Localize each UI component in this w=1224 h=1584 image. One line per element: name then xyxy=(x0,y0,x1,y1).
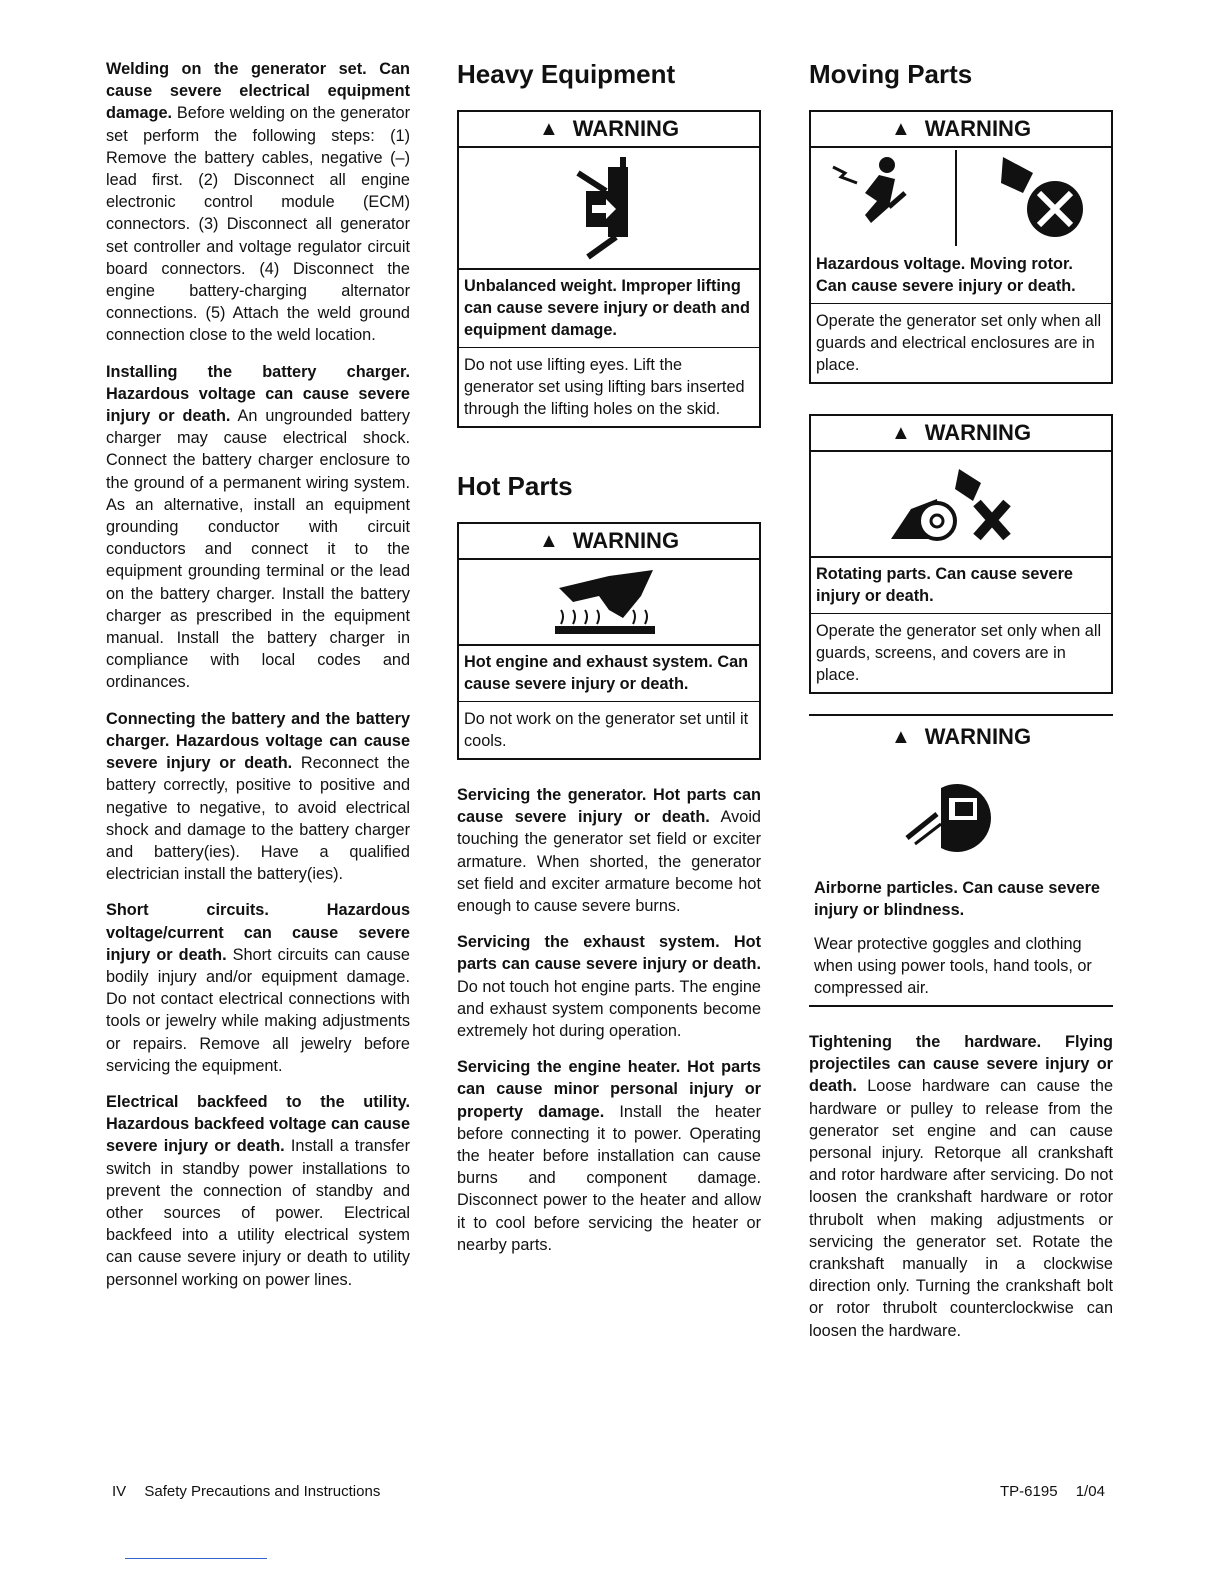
warning-header xyxy=(459,524,759,560)
footer-title: Safety Precautions and Instructions xyxy=(144,1483,381,1500)
column-right xyxy=(809,58,1113,1356)
severe-injury-label: Can cause severe injury or death. xyxy=(816,277,1076,295)
airborne-particles-warning xyxy=(809,714,1113,1007)
footer-right xyxy=(1000,1483,1119,1500)
hot-parts-heading: Hot Parts xyxy=(457,471,573,501)
warning-header xyxy=(811,112,1111,148)
battery-charger-paragraph xyxy=(106,361,410,694)
backfeed-lead: Electrical backfeed to the utility. Hazardous backfeed voltage can cause severe injury or death. xyxy=(106,1092,410,1156)
warning-label: WARNING xyxy=(572,116,680,141)
heavy-warning-bold: Unbalanced weight. Improper lifting can cause severe injury or death and equipment damage. xyxy=(459,270,759,348)
moving-rotor-bold xyxy=(811,248,1111,304)
hot-parts-warning-box xyxy=(457,522,761,760)
servicing-generator-body: Avoid touching the generator set field or exciter armature. When shorted, the generator set field and exciter armature become hot enough to cause severe burns. xyxy=(457,808,761,916)
connecting-battery-lead: Connecting the battery and the battery charger. Hazardous voltage can cause severe injury or death. xyxy=(106,709,410,773)
short-circuits-body: Short circuits can cause bodily injury and/or equipment damage. Do not contact electrical connections with tools or jewelry while making adjustments or repairs. Remove all jewelry before servicing the equipment. xyxy=(106,945,410,1075)
warning-triangle-icon: ▲ xyxy=(538,117,559,140)
warning-triangle-icon: ▲ xyxy=(538,529,559,552)
connecting-battery-body: Reconnect the battery correctly, positive to positive and negative to negative, to avoid electrical shock and damage to the battery charger and battery(ies). Have a qualified electrician install the battery(ies). xyxy=(106,754,410,884)
connecting-battery-paragraph xyxy=(106,708,410,886)
rotating-warning-bold: Rotating parts. Can cause severe injury or death. xyxy=(811,558,1111,614)
heavy-equipment-heading: Heavy Equipment xyxy=(457,59,676,89)
servicing-generator-paragraph xyxy=(457,784,761,917)
warning-triangle-icon: ▲ xyxy=(890,725,911,748)
warning-header xyxy=(459,112,759,148)
battery-charger-lead: Installing the battery charger. Hazardous voltage can cause severe injury or death. xyxy=(106,362,410,426)
column-middle xyxy=(457,58,761,1270)
warning-header xyxy=(809,720,1113,754)
short-circuits-lead: Short circuits. Hazardous voltage/current can cause severe injury or death. xyxy=(106,901,410,964)
servicing-generator-lead: Servicing the generator. Hot parts can cause severe injury or death. xyxy=(457,786,761,827)
moving-rotor-text: Operate the generator set only when all guards and electrical enclosures are in place. xyxy=(816,312,1102,374)
servicing-heater-lead: Servicing the engine heater. Hot parts can cause minor personal injury or property damage. xyxy=(457,1058,761,1121)
warning-label: WARNING xyxy=(924,420,1032,445)
warning-header xyxy=(811,416,1111,452)
airborne-warning-bold: Airborne particles. Can cause severe injury or blindness. xyxy=(814,879,1100,919)
tightening-hardware-paragraph xyxy=(809,1031,1113,1342)
moving-rotor-label: Moving rotor. xyxy=(969,255,1073,273)
falling-load-icon xyxy=(459,148,759,270)
voltage-rotor-icons xyxy=(811,148,1111,248)
battery-charger-body: An ungrounded battery charger may cause electrical shock. Connect the battery charger enclosure to the ground of a permanent wiring system. As an alternative, install an equipment grounding conductor with circuit conductors and connect it to the equipment grounding terminal or the lead on the battery charger. Install the battery charger as prescribed in the equipment manual. Install the battery charger in compliance with local codes and ordinances. xyxy=(106,407,410,692)
short-circuits-paragraph xyxy=(106,899,410,1077)
electric-shock-icon xyxy=(829,153,919,243)
hot-warning-text: Do not work on the generator set until it cools. xyxy=(464,710,749,750)
airborne-warning-text: Wear protective goggles and clothing when using power tools, hand tools, or compressed air. xyxy=(814,935,1092,997)
moving-parts-warning-box xyxy=(809,110,1113,384)
footer-left xyxy=(112,1483,394,1500)
warning-triangle-icon: ▲ xyxy=(890,117,911,140)
tightening-hardware-lead: Tightening the hardware. Flying projectiles can cause severe injury or death. xyxy=(809,1033,1113,1096)
servicing-heater-paragraph xyxy=(457,1056,761,1256)
welding-paragraph xyxy=(106,58,410,347)
servicing-exhaust-paragraph xyxy=(457,931,761,1042)
rotating-parts-icon xyxy=(811,452,1111,558)
warning-label: WARNING xyxy=(924,724,1032,749)
icon-divider xyxy=(955,150,957,246)
moving-parts-heading: Moving Parts xyxy=(809,59,973,89)
servicing-exhaust-lead: Servicing the exhaust system. Hot parts can cause severe injury or death. xyxy=(457,933,761,974)
moving-rotor-icon xyxy=(993,153,1093,243)
welding-lead: Welding on the generator set. Can cause severe electrical equipment damage. xyxy=(106,60,410,123)
page-number: IV xyxy=(112,1483,127,1500)
heavy-warning-text: Do not use lifting eyes. Lift the generator set using lifting bars inserted through the lifting holes on the skid. xyxy=(464,356,745,418)
document-number: TP-6195 xyxy=(1000,1483,1058,1500)
column-left xyxy=(106,58,410,1305)
warning-label: WARNING xyxy=(572,528,680,553)
rotating-parts-warning-box xyxy=(809,414,1113,694)
bottom-rule xyxy=(125,1558,267,1559)
heavy-equipment-warning-box xyxy=(457,110,761,428)
backfeed-body: Install a transfer switch in standby power installations to prevent the connection of standby and other sources of power. Electrical backfeed into a utility electrical system can cause severe injury or death to utility personnel working on power lines. xyxy=(106,1137,410,1289)
backfeed-paragraph xyxy=(106,1091,410,1291)
goggles-icon xyxy=(809,754,1113,872)
servicing-heater-body: Install the heater before connecting it to power. Operating the heater before installation can cause burns and component damage. Disconnect power to the heater and allow it to cool before servicing the heater or nearby parts. xyxy=(457,1102,762,1254)
warning-label: WARNING xyxy=(924,116,1032,141)
hot-surface-hand-icon xyxy=(459,560,759,646)
hot-warning-bold: Hot engine and exhaust system. Can cause severe injury or death. xyxy=(459,646,759,702)
warning-triangle-icon: ▲ xyxy=(890,421,911,444)
servicing-exhaust-body: Do not touch hot engine parts. The engine and exhaust system components become extremely hot during operation. xyxy=(457,977,761,1041)
hazardous-voltage-label: Hazardous voltage. xyxy=(816,255,966,273)
welding-body: Before welding on the generator set perform the following steps: (1) Remove the battery cables, negative (–) lead first. (2) Disconnect all engine electronic control module (ECM) connectors. (3) Disconnect all generator set controller and voltage regulator circuit board connectors. (4) Disconnect the engine battery-charging alternator connections. (5) Attach the weld ground connection close to the weld location. xyxy=(106,104,410,345)
tightening-hardware-body: Loose hardware can cause the hardware or pulley to release from the generator set engine and can cause personal injury. Retorque all crankshaft and rotor hardware after servicing. Do not loosen the crankshaft hardware or rotor thrubolt when making adjustments or servicing the generator set. Rotate the crankshaft manually in a clockwise direction only. Turning the crankshaft bolt or rotor thrubolt counterclockwise can loosen the hardware. xyxy=(809,1077,1113,1340)
document-date: 1/04 xyxy=(1075,1483,1105,1500)
rotating-warning-text: Operate the generator set only when all guards, screens, and covers are in place. xyxy=(816,622,1102,684)
